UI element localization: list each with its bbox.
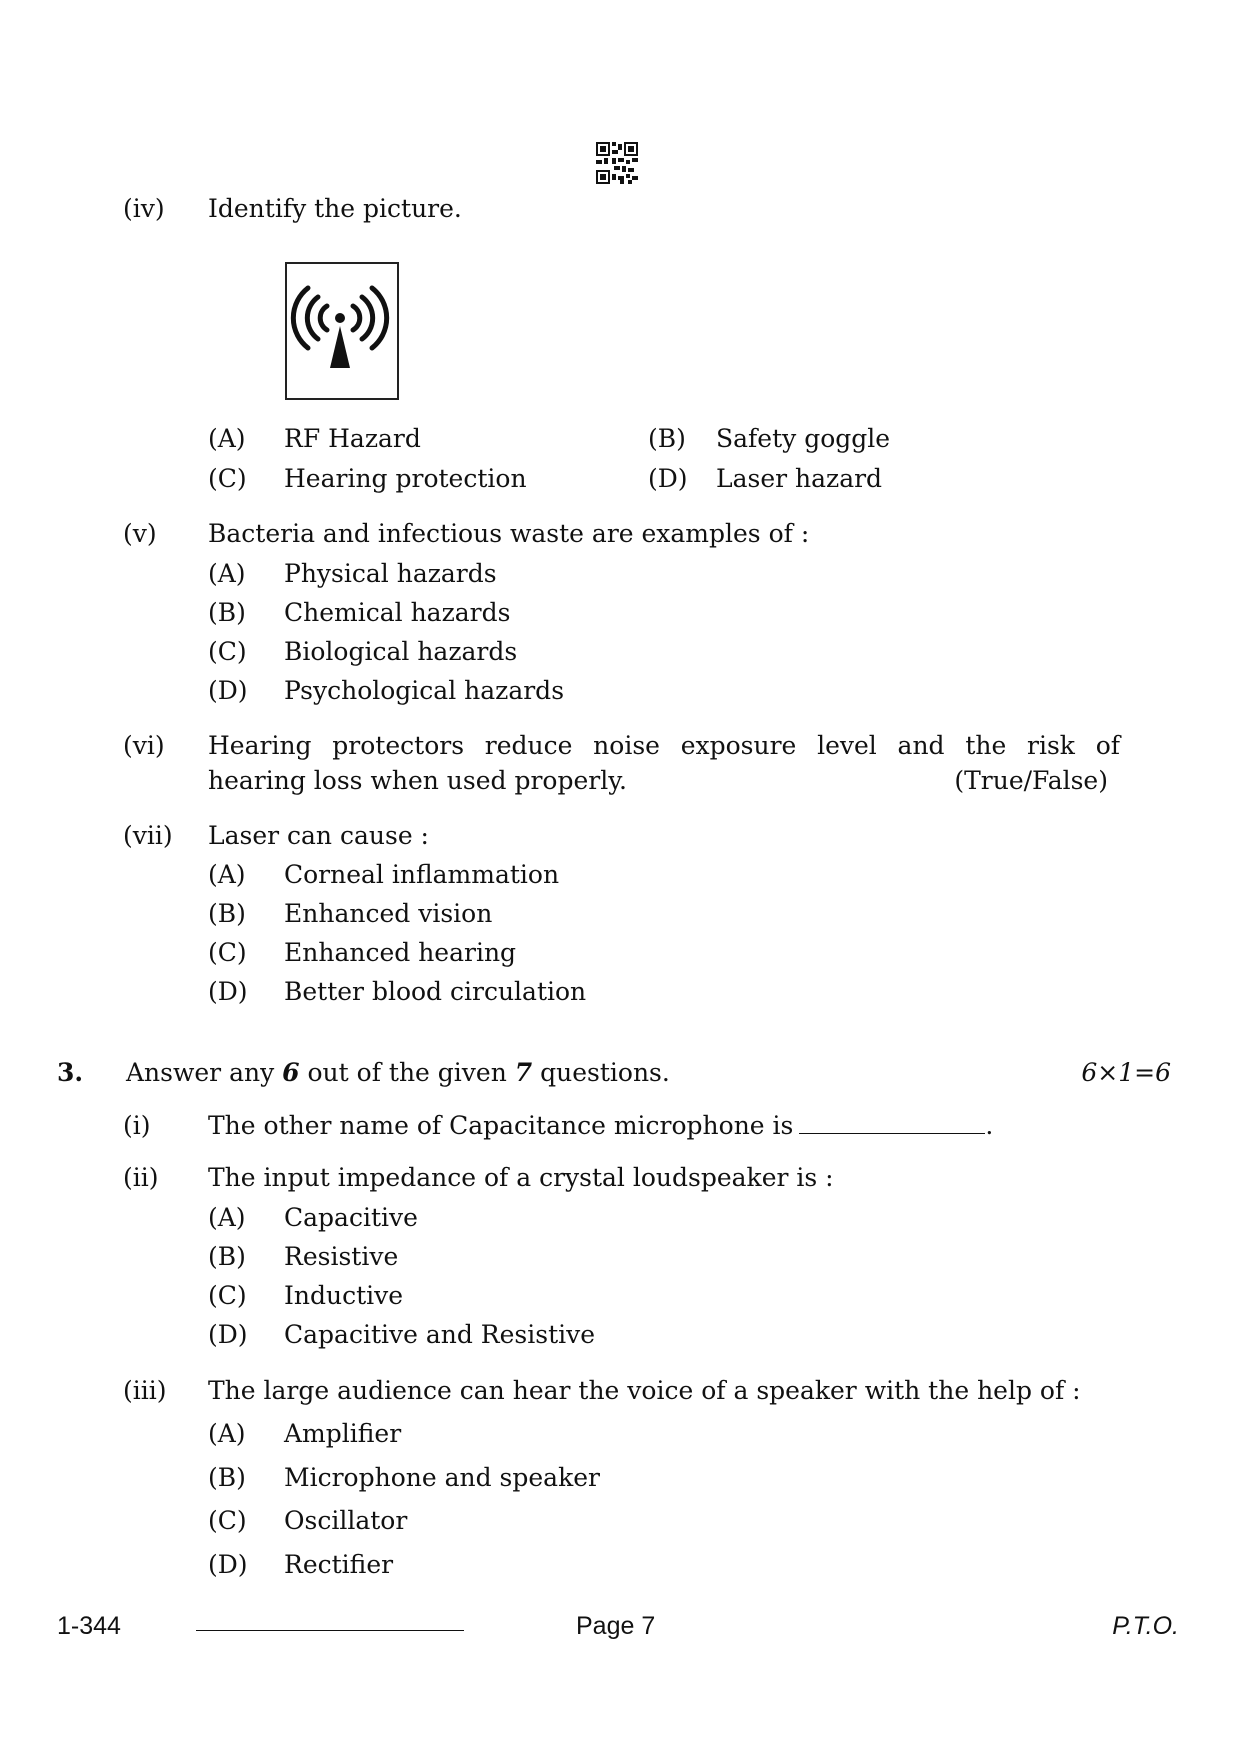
question-number: (vii) xyxy=(123,821,173,850)
question-number: (i) xyxy=(123,1111,151,1140)
option-text: Rectifier xyxy=(284,1550,394,1579)
option-text: Hearing protection xyxy=(284,464,527,493)
option-letter: (A) xyxy=(208,1203,246,1232)
option-text: Capacitive xyxy=(284,1203,418,1232)
option-letter: (C) xyxy=(208,938,247,967)
question-stem-line: hearing loss when used properly. xyxy=(208,766,627,795)
option-text: Enhanced hearing xyxy=(284,938,517,967)
question-stem: The input impedance of a crystal loudspeaker is : xyxy=(208,1163,834,1192)
option-letter: (A) xyxy=(208,559,246,588)
option-letter: (B) xyxy=(208,1242,246,1271)
question-stem xyxy=(208,1111,993,1140)
question-number: (vi) xyxy=(123,731,165,760)
option-letter: (C) xyxy=(208,1281,247,1310)
hazard-picture xyxy=(285,262,399,400)
option-text: Inductive xyxy=(284,1281,404,1310)
option-text: Amplifier xyxy=(284,1419,402,1448)
rf-hazard-sign-icon xyxy=(287,264,393,394)
option-letter: (A) xyxy=(208,860,246,889)
option-text: RF Hazard xyxy=(284,424,421,453)
option-text: Resistive xyxy=(284,1242,399,1271)
option-letter: (A) xyxy=(208,424,246,453)
option-letter: (D) xyxy=(648,464,688,493)
question-stem-end: . xyxy=(985,1111,994,1140)
instruction-text: questions. xyxy=(532,1058,670,1087)
option-letter: (B) xyxy=(208,1463,246,1492)
question-number: (iii) xyxy=(123,1376,167,1405)
question-stem: Laser can cause : xyxy=(208,821,429,850)
option-letter: (D) xyxy=(208,1320,248,1349)
option-text: Oscillator xyxy=(284,1506,408,1535)
option-letter: (D) xyxy=(208,977,248,1006)
page-number: Page 7 xyxy=(576,1612,656,1640)
option-letter: (C) xyxy=(208,464,247,493)
option-text: Microphone and speaker xyxy=(284,1463,600,1492)
please-turn-over: P.T.O. xyxy=(1112,1612,1179,1640)
question-stem: The large audience can hear the voice of a speaker with the help of : xyxy=(208,1376,1081,1405)
paper-code: 1-344 xyxy=(57,1612,121,1640)
question-stem-line: Hearing protectors reduce noise exposure level and the risk of xyxy=(208,731,1120,760)
option-letter: (C) xyxy=(208,637,247,666)
qr-code-icon xyxy=(596,142,638,184)
question-instruction xyxy=(126,1058,670,1087)
question-stem: Identify the picture. xyxy=(208,194,462,223)
option-text: Better blood circulation xyxy=(284,977,587,1006)
option-text: Chemical hazards xyxy=(284,598,511,627)
option-text: Psychological hazards xyxy=(284,676,565,705)
question-number: (v) xyxy=(123,519,157,548)
option-letter: (A) xyxy=(208,1419,246,1448)
option-letter: (D) xyxy=(208,1550,248,1579)
instruction-count: 7 xyxy=(514,1058,533,1087)
option-letter: (C) xyxy=(208,1506,247,1535)
option-letter: (B) xyxy=(648,424,686,453)
option-letter: (B) xyxy=(208,598,246,627)
instruction-count: 6 xyxy=(282,1058,300,1087)
instruction-text: out of the given xyxy=(299,1058,515,1087)
true-false-hint: (True/False) xyxy=(954,766,1108,795)
option-text: Enhanced vision xyxy=(284,899,493,928)
question-number: (iv) xyxy=(123,194,165,223)
option-text: Laser hazard xyxy=(716,464,883,493)
option-text: Biological hazards xyxy=(284,637,518,666)
instruction-text: Answer any xyxy=(126,1058,283,1087)
question-stem-text: The other name of Capacitance microphone is xyxy=(208,1111,794,1140)
fill-in-blank xyxy=(799,1111,985,1134)
option-text: Capacitive and Resistive xyxy=(284,1320,596,1349)
option-text: Safety goggle xyxy=(716,424,891,453)
option-letter: (B) xyxy=(208,899,246,928)
option-letter: (D) xyxy=(208,676,248,705)
marks-allocation: 6×1=6 xyxy=(1081,1058,1171,1087)
question-stem: Bacteria and infectious waste are examples of : xyxy=(208,519,810,548)
option-text: Corneal inflammation xyxy=(284,860,560,889)
question-number: 3. xyxy=(57,1058,84,1087)
option-text: Physical hazards xyxy=(284,559,497,588)
footer-divider xyxy=(196,1630,464,1631)
question-number: (ii) xyxy=(123,1163,159,1192)
